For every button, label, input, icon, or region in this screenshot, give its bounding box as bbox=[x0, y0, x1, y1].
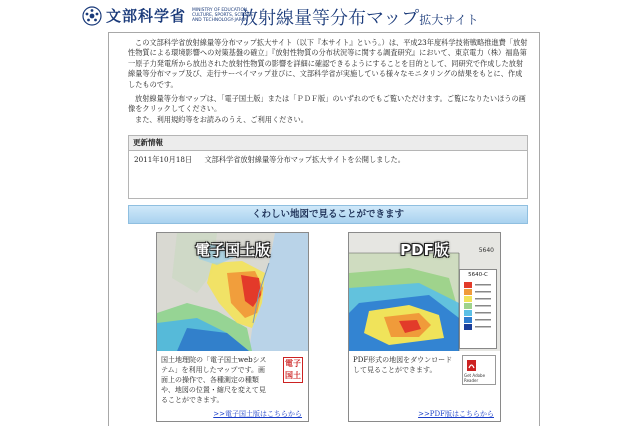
denshi-description: 国土地理院の「電子国土webシステム」を利用したマップです。画面上の操作で、各種測定の種類や、地図の位置・縮尺を変えて見ることができます。 bbox=[161, 356, 267, 404]
map-banner: くわしい地図で見ることができます bbox=[128, 205, 528, 224]
site-title-sub: 拡大サイト bbox=[419, 13, 479, 27]
top-header bbox=[0, 0, 640, 34]
site-title-main: 放射線量等分布マップ bbox=[240, 8, 420, 29]
denshi-kokudo-stamp-icon: 電子国土 bbox=[283, 357, 303, 383]
denshi-card-label: 電子国土版 bbox=[194, 241, 270, 259]
ministry-name: 文部科学省 bbox=[106, 7, 187, 25]
news-text: 文部科学省放射線量等分布マップ拡大サイトを公開しました。 bbox=[204, 155, 405, 164]
mext-logo[interactable] bbox=[82, 5, 262, 26]
denshi-kokudo-card[interactable] bbox=[156, 232, 309, 422]
pdf-map-thumbnail[interactable] bbox=[349, 233, 500, 351]
news-heading: 更新情報 bbox=[129, 136, 527, 151]
pdf-map-code: 5640-C bbox=[468, 272, 488, 278]
denshi-link[interactable]: >>電子国土版はこちらから bbox=[213, 410, 302, 418]
pdf-legend-scale-icon bbox=[460, 278, 496, 340]
mext-emblem-icon bbox=[82, 6, 102, 26]
intro-text bbox=[128, 38, 528, 125]
adobe-reader-label: Get Adobe Reader bbox=[464, 373, 486, 383]
news-box bbox=[128, 135, 528, 199]
pdf-card-label: PDF版 bbox=[400, 241, 449, 259]
intro-paragraph-2: 放射線量等分布マップは、「電子国土版」または「ＰＤＦ版」のいずれのでもご覧いただけます。ご覧になりたいほうの画像をクリックしてください。 bbox=[128, 94, 526, 114]
pdf-description: PDF形式の地図をダウンロードして見ることができます。 bbox=[353, 356, 453, 374]
pdf-card[interactable] bbox=[348, 232, 501, 422]
adobe-reader-icon[interactable] bbox=[462, 355, 496, 385]
news-item bbox=[129, 151, 527, 165]
ministry-english-name: MINISTRY OF EDUCATION, CULTURE, SPORTS, SCIENCE AND TECHNOLOGY-JAPAN bbox=[192, 8, 254, 23]
denshi-map-thumbnail[interactable] bbox=[157, 233, 308, 351]
pdf-map-legend bbox=[459, 269, 497, 349]
pdf-link[interactable]: >>PDF版はこちらから bbox=[418, 410, 494, 418]
news-date: 2011年10月18日 bbox=[134, 155, 193, 164]
intro-paragraph-1: この文部科学省放射線量等分布マップ拡大サイト（以下『本サイト』という。）は、平成23年度科学技術戦略推進費「放射性物質による環境影響への対策基盤の確立」『放射性物質の分布状況等に関する調査研究』において、東京電力（株）福島第一原子力発電所から放出された放射性物質の影響を詳細に確認できるようにすることを目的として、同研究で作成した放射線量等分布マップ及び、走行サーベイマップ並びに、文部科学省が実施している様々なモニタリングの結果をもとに、作成したものです。 bbox=[128, 38, 528, 89]
site-title bbox=[240, 4, 478, 30]
pdf-map-number: 5640 bbox=[478, 247, 494, 254]
intro-paragraph-3: また、利用規約等をお読みのうえ、ご利用ください。 bbox=[135, 114, 308, 124]
